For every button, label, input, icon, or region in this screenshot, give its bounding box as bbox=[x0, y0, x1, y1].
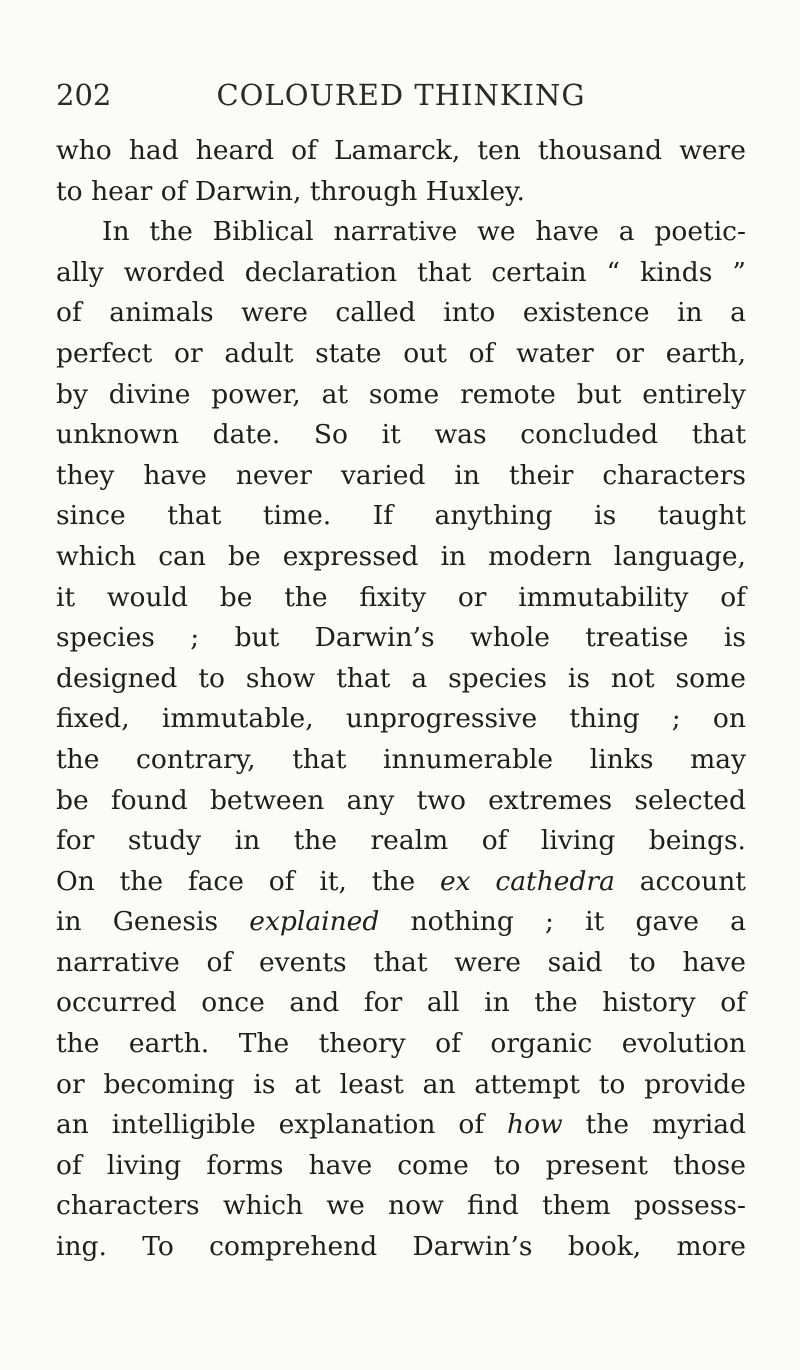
word: fixed, bbox=[56, 703, 130, 735]
word: it bbox=[56, 581, 76, 613]
word: of bbox=[720, 581, 746, 613]
word: language, bbox=[613, 540, 746, 572]
word: face bbox=[187, 865, 244, 897]
word: date. bbox=[212, 419, 281, 451]
word: were bbox=[679, 135, 746, 166]
text-line bbox=[56, 821, 746, 862]
word: to bbox=[493, 1149, 521, 1181]
word: links bbox=[589, 743, 654, 775]
word: at bbox=[321, 378, 349, 410]
word: immutable, bbox=[161, 703, 314, 735]
word: intelligible bbox=[111, 1109, 256, 1141]
word: thing bbox=[569, 703, 640, 735]
word: forms bbox=[206, 1149, 284, 1181]
body-text bbox=[56, 131, 746, 1268]
word: between bbox=[209, 784, 325, 816]
word: history bbox=[602, 987, 696, 1019]
text-line bbox=[56, 375, 746, 416]
word: comprehend bbox=[209, 1231, 378, 1263]
word: unknown bbox=[56, 419, 179, 451]
word: through bbox=[309, 175, 418, 207]
word: study bbox=[127, 825, 202, 857]
word: ; bbox=[190, 622, 200, 654]
page-header bbox=[56, 78, 746, 118]
word: the bbox=[284, 581, 328, 613]
word: is bbox=[594, 500, 617, 532]
word: the bbox=[119, 865, 164, 897]
running-head: COLOURED THINKING bbox=[216, 78, 586, 112]
word: who bbox=[56, 135, 112, 166]
word: be bbox=[56, 784, 89, 816]
word: kinds bbox=[640, 256, 713, 288]
text-line bbox=[56, 293, 746, 334]
word: account bbox=[639, 865, 746, 897]
text-line bbox=[56, 1146, 746, 1187]
word: ; bbox=[545, 906, 554, 938]
word: in bbox=[484, 987, 510, 1019]
word: for bbox=[56, 825, 95, 857]
word: have bbox=[143, 459, 207, 491]
text-line bbox=[56, 659, 746, 700]
word: attempt bbox=[474, 1068, 580, 1100]
text-line bbox=[56, 983, 746, 1024]
word: an bbox=[422, 1068, 456, 1100]
word: into bbox=[443, 297, 496, 329]
word: to bbox=[598, 1068, 626, 1100]
word: realm bbox=[370, 825, 449, 857]
text-line bbox=[56, 334, 746, 375]
word: how bbox=[507, 1109, 563, 1141]
word: have bbox=[308, 1149, 373, 1181]
page-number: 202 bbox=[56, 78, 112, 112]
word: ally bbox=[56, 256, 104, 288]
word: explanation bbox=[278, 1109, 436, 1141]
word: Biblical bbox=[212, 216, 314, 248]
text-line bbox=[56, 1105, 746, 1146]
word: “ bbox=[606, 256, 621, 288]
word: to bbox=[198, 662, 225, 694]
word: narrative bbox=[333, 216, 458, 248]
word: the bbox=[149, 216, 193, 248]
word: water bbox=[516, 337, 594, 369]
word: theory bbox=[318, 1028, 406, 1060]
word: have bbox=[682, 946, 746, 978]
word: state bbox=[315, 337, 382, 369]
word: If bbox=[372, 500, 394, 532]
word: the bbox=[534, 987, 578, 1019]
word: adult bbox=[224, 337, 294, 369]
word: of bbox=[468, 337, 495, 369]
word: thousand bbox=[537, 135, 663, 166]
word: we bbox=[326, 1190, 365, 1222]
word: two bbox=[416, 784, 466, 816]
word: earth. bbox=[128, 1028, 210, 1060]
word: of bbox=[160, 175, 187, 207]
word: it, bbox=[319, 865, 347, 897]
word: were bbox=[241, 297, 308, 329]
word: for bbox=[363, 987, 403, 1019]
text-line bbox=[56, 943, 746, 984]
word: organic bbox=[490, 1028, 593, 1060]
word: ing. bbox=[56, 1231, 107, 1263]
word: some bbox=[368, 378, 440, 410]
word: myriad bbox=[651, 1109, 746, 1141]
text-line bbox=[56, 456, 746, 497]
word: in bbox=[234, 825, 261, 857]
word: a bbox=[411, 662, 428, 694]
word: fixity bbox=[359, 581, 427, 613]
text-line bbox=[56, 172, 746, 213]
word: immutability bbox=[518, 581, 689, 613]
word: they bbox=[56, 459, 115, 491]
word: or bbox=[615, 337, 644, 369]
word: to bbox=[629, 946, 656, 978]
word: were bbox=[454, 946, 521, 978]
text-line bbox=[56, 740, 746, 781]
word: we bbox=[477, 216, 516, 248]
word: some bbox=[675, 662, 746, 694]
word: characters bbox=[56, 1190, 200, 1222]
word: it bbox=[585, 906, 605, 938]
word: selected bbox=[634, 784, 746, 816]
word: Darwin’s bbox=[412, 1231, 533, 1263]
text-line bbox=[56, 1186, 746, 1227]
word: but bbox=[576, 378, 622, 410]
word: a bbox=[730, 906, 746, 938]
word: Lamarck, bbox=[333, 135, 461, 166]
word: perfect bbox=[56, 337, 153, 369]
word: whole bbox=[470, 622, 550, 654]
word: the bbox=[56, 1028, 100, 1060]
word: living bbox=[540, 825, 616, 857]
word: them bbox=[542, 1190, 611, 1222]
word: and bbox=[289, 987, 340, 1019]
word: would bbox=[106, 581, 189, 613]
word: that bbox=[417, 256, 472, 288]
word: by bbox=[56, 378, 88, 410]
word: modern bbox=[488, 540, 592, 572]
word: earth, bbox=[665, 337, 746, 369]
word: on bbox=[712, 703, 746, 735]
word: was bbox=[434, 419, 487, 451]
word: found bbox=[110, 784, 188, 816]
word: of bbox=[481, 825, 508, 857]
word: more bbox=[676, 1231, 746, 1263]
word: a bbox=[730, 297, 746, 329]
word: in bbox=[454, 459, 480, 491]
word: divine bbox=[108, 378, 191, 410]
word: of bbox=[435, 1028, 461, 1060]
word: any bbox=[346, 784, 395, 816]
word: their bbox=[508, 459, 574, 491]
word: events bbox=[258, 946, 347, 978]
word: ex bbox=[439, 865, 471, 897]
word: least bbox=[339, 1068, 404, 1100]
word: time. bbox=[262, 500, 332, 532]
word: On bbox=[56, 865, 95, 897]
word: not bbox=[610, 662, 655, 694]
word: hear bbox=[91, 175, 153, 207]
word: cathedra bbox=[495, 865, 615, 897]
word: beings. bbox=[648, 825, 746, 857]
word: designed bbox=[56, 662, 178, 694]
word: unprogressive bbox=[345, 703, 538, 735]
word: species bbox=[56, 622, 155, 654]
word: anything bbox=[434, 500, 553, 532]
word: expressed bbox=[282, 540, 419, 572]
text-line bbox=[56, 415, 746, 456]
word: innumerable bbox=[383, 743, 554, 775]
word: of bbox=[720, 987, 746, 1019]
word: worded bbox=[123, 256, 225, 288]
word: animals bbox=[109, 297, 214, 329]
word: of bbox=[268, 865, 295, 897]
word: but bbox=[234, 622, 280, 654]
word: remote bbox=[460, 378, 556, 410]
word: may bbox=[690, 743, 746, 775]
word: at bbox=[294, 1068, 321, 1100]
word: poetic- bbox=[654, 216, 746, 248]
text-line bbox=[56, 253, 746, 294]
word: that bbox=[336, 662, 391, 694]
word: becoming bbox=[103, 1068, 235, 1100]
word: of bbox=[458, 1109, 485, 1141]
word: concluded bbox=[520, 419, 659, 451]
word: the bbox=[293, 825, 338, 857]
text-line bbox=[56, 618, 746, 659]
text-line bbox=[56, 1065, 746, 1106]
word: in bbox=[440, 540, 467, 572]
word: can bbox=[158, 540, 206, 572]
word: or bbox=[56, 1068, 85, 1100]
word: be bbox=[219, 581, 253, 613]
word: declaration bbox=[244, 256, 398, 288]
word: called bbox=[335, 297, 416, 329]
word: power, bbox=[211, 378, 301, 410]
text-line bbox=[56, 862, 746, 903]
word: ten bbox=[477, 135, 521, 166]
word: which bbox=[56, 540, 137, 572]
word: extremes bbox=[488, 784, 613, 816]
word: taught bbox=[657, 500, 746, 532]
word: had bbox=[128, 135, 179, 166]
word: said bbox=[547, 946, 603, 978]
text-line bbox=[56, 212, 746, 253]
word: Genesis bbox=[112, 906, 219, 938]
word: out bbox=[403, 337, 447, 369]
text-line bbox=[56, 537, 746, 578]
word: present bbox=[545, 1149, 648, 1181]
word: that bbox=[691, 419, 746, 451]
word: of bbox=[56, 1149, 82, 1181]
word: Darwin’s bbox=[314, 622, 435, 654]
word: be bbox=[227, 540, 261, 572]
word: narrative bbox=[56, 946, 180, 978]
word: varied bbox=[340, 459, 426, 491]
word: an bbox=[56, 1109, 89, 1141]
text-line bbox=[56, 1024, 746, 1065]
word: since bbox=[56, 500, 126, 532]
word: is bbox=[723, 622, 746, 654]
word: evolution bbox=[621, 1028, 746, 1060]
word: living bbox=[106, 1149, 182, 1181]
word: So bbox=[313, 419, 348, 451]
word: ” bbox=[732, 256, 746, 288]
word: in bbox=[677, 297, 703, 329]
word: provide bbox=[644, 1068, 746, 1100]
word: have bbox=[535, 216, 599, 248]
word: the bbox=[371, 865, 416, 897]
word: the bbox=[585, 1109, 630, 1141]
word: occurred bbox=[56, 987, 177, 1019]
text-line bbox=[56, 699, 746, 740]
word: of bbox=[291, 135, 317, 166]
text-line bbox=[56, 496, 746, 537]
word: now bbox=[388, 1190, 444, 1222]
word: it bbox=[381, 419, 401, 451]
text-line bbox=[56, 781, 746, 822]
word: Darwin, bbox=[195, 175, 302, 207]
word: find bbox=[467, 1190, 519, 1222]
word: book, bbox=[567, 1231, 642, 1263]
word: nothing bbox=[410, 906, 514, 938]
word: of bbox=[56, 297, 82, 329]
word: entirely bbox=[642, 378, 746, 410]
word: gave bbox=[635, 906, 699, 938]
word: To bbox=[142, 1231, 174, 1263]
text-line bbox=[56, 1227, 746, 1268]
word: of bbox=[206, 946, 233, 978]
text-line bbox=[56, 902, 746, 943]
word: come bbox=[397, 1149, 469, 1181]
word: all bbox=[426, 987, 460, 1019]
word: explained bbox=[249, 906, 380, 938]
word: the bbox=[56, 743, 100, 775]
word: is bbox=[253, 1068, 276, 1100]
word: or bbox=[174, 337, 203, 369]
word: which bbox=[222, 1190, 304, 1222]
word: possess- bbox=[633, 1190, 746, 1222]
word: In bbox=[102, 216, 130, 248]
word: The bbox=[238, 1028, 290, 1060]
word: those bbox=[672, 1149, 746, 1181]
word: ; bbox=[671, 703, 681, 735]
word: species bbox=[448, 662, 547, 694]
text-line bbox=[56, 131, 746, 172]
word: heard bbox=[195, 135, 274, 166]
word: is bbox=[567, 662, 590, 694]
word: that bbox=[373, 946, 428, 978]
word: never bbox=[235, 459, 312, 491]
word: a bbox=[618, 216, 635, 248]
word: existence bbox=[522, 297, 650, 329]
text-line bbox=[56, 578, 746, 619]
word: treatise bbox=[585, 622, 689, 654]
word: that bbox=[292, 743, 347, 775]
word: show bbox=[245, 662, 316, 694]
word: characters bbox=[602, 459, 746, 491]
word: to bbox=[56, 175, 83, 207]
word: or bbox=[457, 581, 487, 613]
word: certain bbox=[491, 256, 587, 288]
word: in bbox=[56, 906, 82, 938]
word: Huxley. bbox=[425, 175, 525, 207]
word: contrary, bbox=[136, 743, 256, 775]
word: once bbox=[201, 987, 265, 1019]
word: that bbox=[167, 500, 222, 532]
